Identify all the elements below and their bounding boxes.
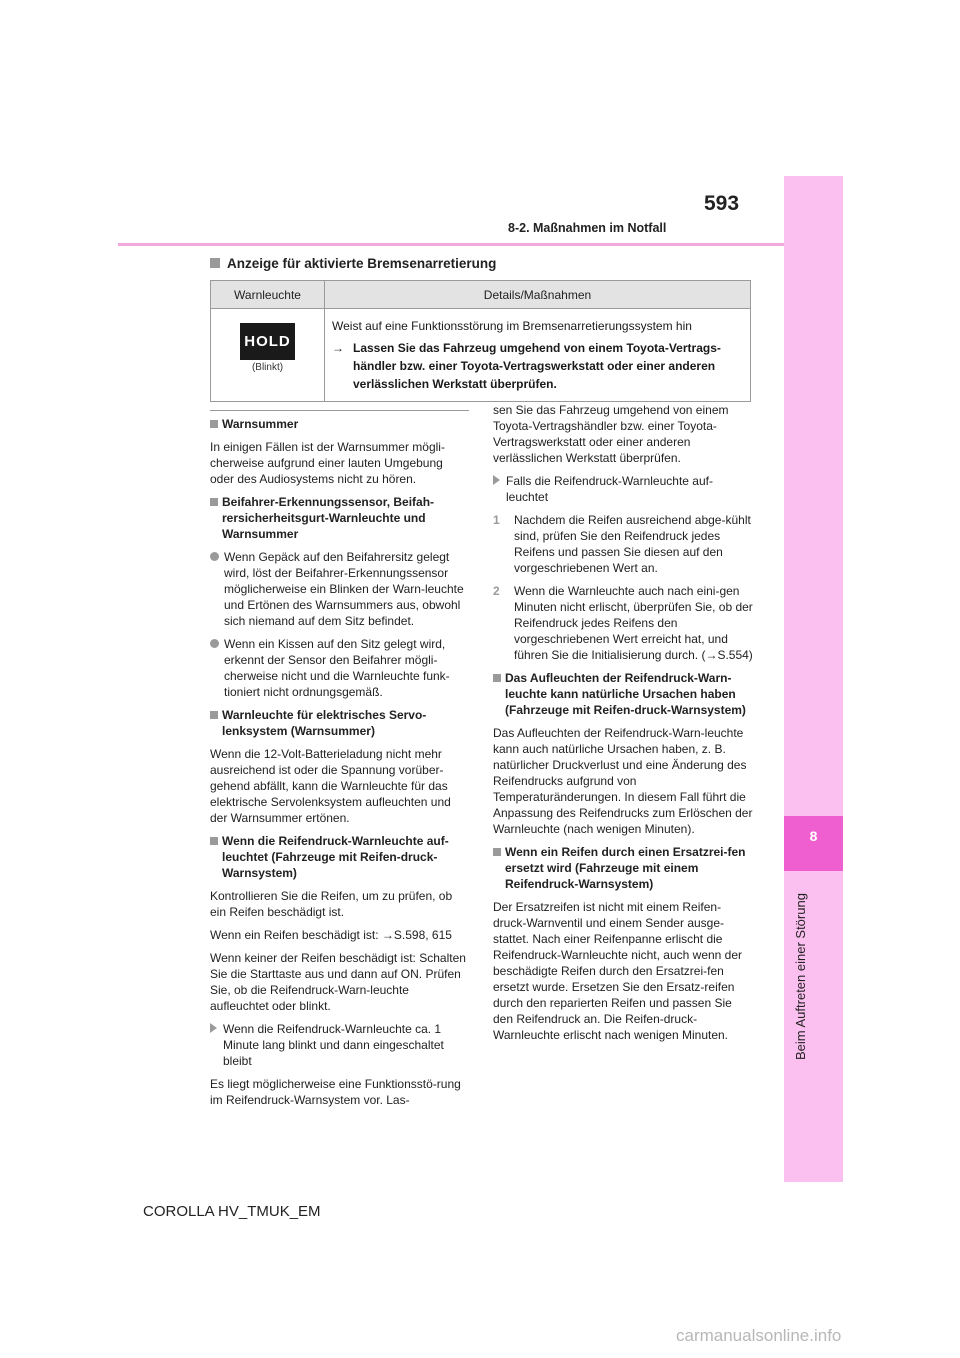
main-heading-text: Anzeige für aktivierte Bremsenarretierung <box>227 256 497 271</box>
paragraph: Kontrollieren Sie die Reifen, um zu prüfen, ob ein Reifen beschädigt ist. <box>210 889 453 919</box>
paragraph: Es liegt möglicherweise eine Funktionsstö-rung im Reifendruck-Warnsystem vor. Las- <box>210 1077 461 1107</box>
subheading <box>210 833 469 881</box>
step-number: 1 <box>493 513 500 527</box>
arrow-item <box>210 1021 469 1069</box>
square-bullet-icon <box>493 674 501 682</box>
subheading-text: Wenn ein Reifen durch einen Ersatzrei-fen ersetzt wird (Fahrzeuge mit einem Reifendruck-Warnsystem) <box>505 845 746 891</box>
table-header-row <box>211 281 751 309</box>
section-title: 8-2. Maßnahmen im Notfall <box>508 221 667 235</box>
square-bullet-icon <box>493 848 501 856</box>
page-number: 593 <box>704 192 740 215</box>
subheading <box>210 494 469 542</box>
details-action <box>332 339 742 393</box>
subheading <box>210 416 469 432</box>
hold-warning-icon: HOLD <box>240 323 295 360</box>
header-rule <box>118 243 784 246</box>
subheading <box>493 844 753 892</box>
chapter-number: 8 <box>809 828 818 844</box>
footer-model: COROLLA HV_TMUK_EM <box>143 1203 321 1220</box>
arrow-icon: → <box>332 341 344 355</box>
bullet-text: Wenn ein Kissen auf den Sitz gelegt wird, erkennt der Sensor den Beifahrer mögli-cherweise nicht und die Warnleuchte funk-tioniert nicht ordnungsgemäß. <box>224 637 450 699</box>
numbered-item <box>493 512 753 576</box>
subheading-text: Warnleuchte für elektrisches Servo-lenksystem (Warnsummer) <box>222 708 427 738</box>
square-bullet-icon <box>210 837 218 845</box>
numbered-item <box>493 583 753 663</box>
subheading-text: Wenn die Reifendruck-Warnleuchte auf-leuchtet (Fahrzeuge mit Reifen-druck-Warnsystem) <box>222 834 449 880</box>
paragraph: Wenn ein Reifen beschädigt ist: →S.598, 615 <box>210 928 452 942</box>
warning-table <box>210 280 751 402</box>
watermark: carmanualsonline.info <box>676 1326 842 1345</box>
arrow-item <box>493 473 753 505</box>
subheading-text: Das Aufleuchten der Reifendruck-Warn-leuchte kann natürliche Ursachen haben (Fahrzeuge mit Reifen-druck-Warnsystem) <box>505 671 746 717</box>
left-column <box>210 410 469 1115</box>
numbered-item-text: Wenn die Warnleuchte auch nach eini-gen Minuten nicht erlischt, überprüfen Sie, ob der Reifendruck jedes Reifens den vorgeschriebenen Wert erreicht hat, und führen Sie die Initialisierung durch. (→S.554) <box>514 584 753 662</box>
subheading <box>210 707 469 739</box>
paragraph: sen Sie das Fahrzeug umgehend von einem Toyota-Vertragshändler bzw. einer Toyota-Vertragswerkstatt oder einer anderen verlässlichen Werkstatt überprüfen. <box>493 403 729 465</box>
triangle-bullet-icon <box>210 1023 217 1033</box>
square-bullet-icon <box>210 258 220 268</box>
details-action-text: Lassen Sie das Fahrzeug umgehend von einem Toyota-Vertrags-händler bzw. einer Toyota-Vertragswerkstatt oder einer anderen verlässlichen Werkstatt überprüfen. <box>353 341 721 391</box>
paragraph: In einigen Fällen ist der Warnsummer mögli-cherweise aufgrund einer lauten Umgebung oder des Audiosystems nicht zu hören. <box>210 440 445 486</box>
subheading-text: Warnsummer <box>222 417 299 431</box>
square-bullet-icon <box>210 711 218 719</box>
arrow-item-text: Falls die Reifendruck-Warnleuchte auf-leuchtet <box>506 474 713 504</box>
step-number: 2 <box>493 584 500 598</box>
table-row <box>211 309 751 402</box>
table-details-cell <box>325 309 751 402</box>
circle-bullet-icon <box>210 552 219 561</box>
paragraph: Wenn keiner der Reifen beschädigt ist: Schalten Sie die Starttaste aus und dann auf ON. Prüfen Sie, ob die Reifendruck-Warn-leuchte aufleuchtet oder blinkt. <box>210 951 466 1013</box>
subheading <box>493 670 753 718</box>
circle-bullet-icon <box>210 639 219 648</box>
table-header-cell: Warnleuchte <box>211 281 325 309</box>
bullet-text: Wenn Gepäck auf den Beifahrersitz gelegt wird, löst der Beifahrer-Erkennungssensor möglicherweise ein Blinken der Warn-leuchte und Ertönen des Warnsummers aus, obwohl sich niemand auf dem Sitz befindet. <box>224 550 464 628</box>
paragraph: Das Aufleuchten der Reifendruck-Warn-leuchte kann auch natürliche Ursachen haben, z. B. natürlicher Druckverlust und eine Änderung des Reifendrucks aufgrund von Temperaturänderungen. In diesem Fall führt die Anpassung des Reifendrucks zum Erlöschen der Warnleuchte (nach wenigen Minuten). <box>493 726 753 836</box>
square-bullet-icon <box>210 498 218 506</box>
icon-caption: (Blinkt) <box>251 362 284 373</box>
triangle-bullet-icon <box>493 475 500 485</box>
table-icon-cell <box>211 309 325 402</box>
table-header-cell: Details/Maßnahmen <box>325 281 751 309</box>
bullet-item <box>210 636 469 700</box>
subheading-text: Beifahrer-Erkennungssensor, Beifah-rersicherheitsgurt-Warnleuchte und Warnsummer <box>222 495 435 541</box>
chapter-title: Beim Auftreten einer Störung <box>793 893 808 1060</box>
details-text: Weist auf eine Funktionsstörung im Bremsenarretierungssystem hin <box>332 319 692 333</box>
arrow-item-text: Wenn die Reifendruck-Warnleuchte ca. 1 Minute lang blinkt und dann eingeschaltet bleibt <box>223 1022 444 1068</box>
bullet-item <box>210 549 469 629</box>
right-column <box>493 402 753 1050</box>
main-heading <box>210 256 496 271</box>
numbered-item-text: Nachdem die Reifen ausreichend abge-kühlt sind, prüfen Sie den Reifendruck jedes Reifens und passen Sie diesen auf den vorgeschriebenen Wert an. <box>514 513 751 575</box>
paragraph: Wenn die 12-Volt-Batterieladung nicht mehr ausreichend ist oder die Spannung vorüber-gehend abfällt, kann die Warnleuchte für das elektrische Servolenksystem aufleuchten und der Warnsummer ertönen. <box>210 747 451 825</box>
paragraph: Der Ersatzreifen ist nicht mit einem Reifen-druck-Warnventil und einem Sender ausge-stattet. Nach einer Reifenpanne erlischt die Reifendruck-Warnleuchte nicht, auch wenn der beschädigte Reifen durch den Ersatzrei-fen ersetzt wurde. Ersetzen Sie den Ersatz-reifen durch den reparierten Reifen und passen Sie den Reifendruck an. Die Reifen-druck-Warnleuchte erlischt nach wenigen Minuten. <box>493 900 743 1042</box>
square-bullet-icon <box>210 420 218 428</box>
